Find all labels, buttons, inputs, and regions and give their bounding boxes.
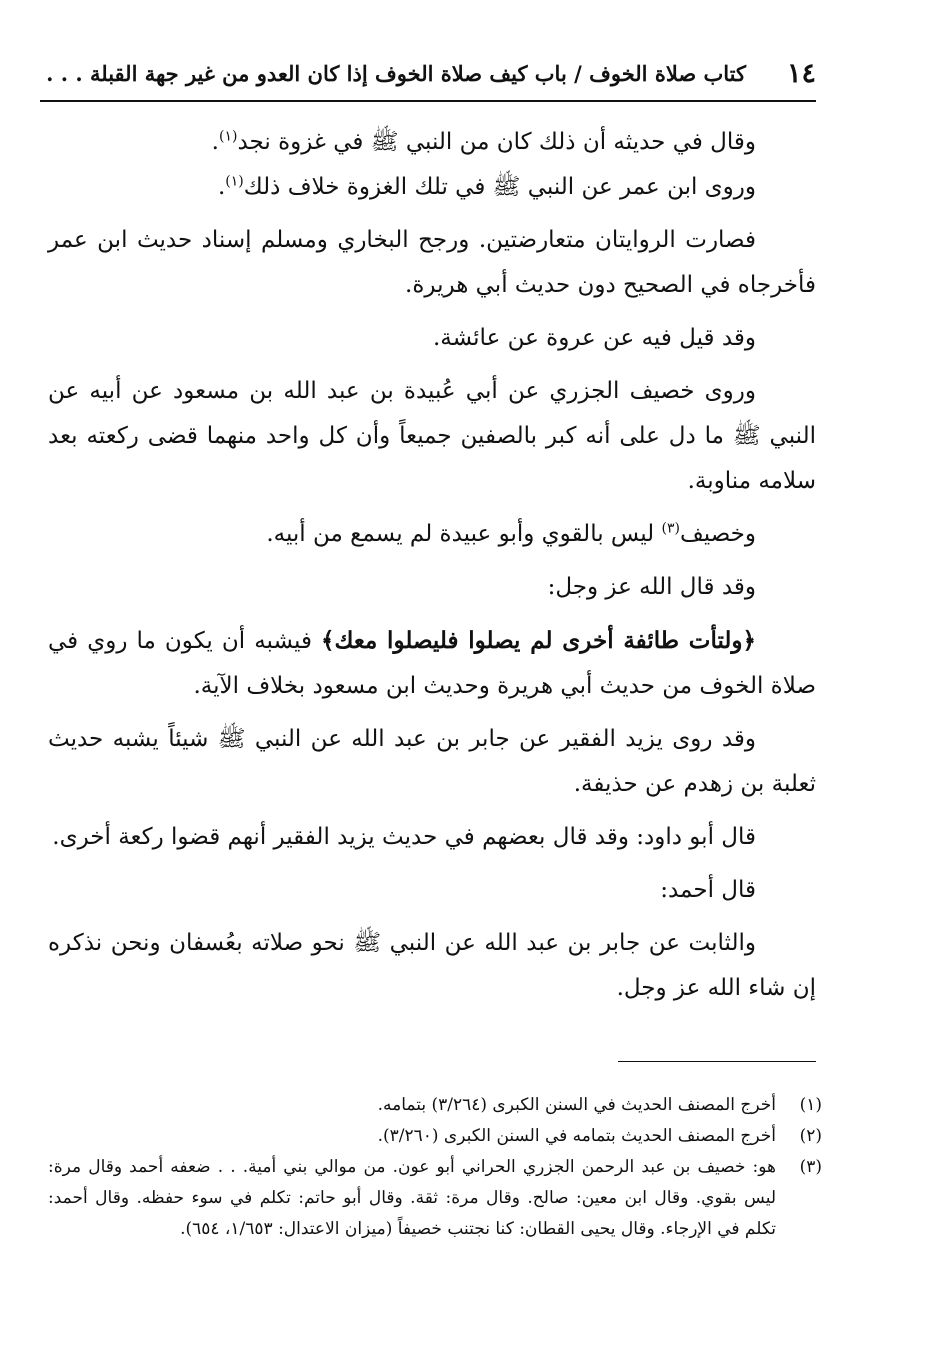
footnotes [48,1090,822,1245]
paragraph: والثابت عن جابر بن عبد الله عن النبي ﷺ نحو صلاته بعُسفان ونحن نذكره إن شاء الله عز وجل. [48,930,816,1001]
paragraph-text: وخصيف [679,521,756,547]
footnote [48,1121,822,1152]
paragraph-text: ليس بالقوي وأبو عبيدة لم يسمع من أبيه. [266,521,662,547]
footnote-text: أخرج المصنف الحديث بتمامه في السنن الكبرى (٣/٢٦٠). [377,1126,776,1146]
footnote-ref: (١) [218,128,238,145]
footnote-ref: (١) [225,173,244,190]
footnote-ref: (٣) [661,520,680,537]
paragraph: قال أبو داود: وقد قال بعضهم في حديث يزيد الفقير أنهم قضوا ركعة أخرى. [52,824,756,850]
quran-verse: ﴿ولتأت طائفة أخرى لم يصلوا فليصلوا معك﴾ [321,627,756,654]
paragraph-text: . [217,174,226,200]
paragraph-text: فيشبه أن يكون ما روي في صلاة الخوف من حديث أبي هريرة وحديث ابن مسعود بخلاف الآية. [48,628,816,699]
running-title: كتاب صلاة الخوف / باب كيف صلاة الخوف إذا كان العدو من غير جهة القبلة . . . [46,61,746,86]
paragraph: قال أحمد: [660,877,756,903]
footnote-text: أخرج المصنف الحديث في السنن الكبرى (٣/٢٦٤) بتمامه. [377,1095,776,1115]
paragraph [48,165,816,210]
paragraph: وقد قال الله عز وجل: [547,574,756,600]
paragraph: فصارت الروايتان متعارضتين. ورجح البخاري ومسلم إسناد حديث ابن عمر فأخرجاه في الصحيح دون حديث أبي هريرة. [48,227,816,298]
paragraph [48,618,816,709]
footnote-number: (١) [799,1095,822,1115]
footnote [48,1090,822,1121]
paragraph [48,120,816,165]
main-text [48,120,816,1019]
paragraph-text: . [211,129,219,155]
footnote-divider [618,1061,816,1062]
footnote-number: (٣) [799,1157,822,1177]
paragraph: وقد قيل فيه عن عروة عن عائشة. [433,325,756,351]
paragraph-text: وقال في حديثه أن ذلك كان من النبي ﷺ في غزوة نجد [237,129,756,155]
paragraph-text: وروى ابن عمر عن النبي ﷺ في تلك الغزوة خلاف ذلك [243,174,756,200]
footnote [48,1152,822,1245]
footnote-number: (٢) [799,1126,822,1146]
paragraph: وروى خصيف الجزري عن أبي عُبيدة بن عبد الله بن مسعود عن أبيه عن النبي ﷺ ما دل على أنه كبر بالصفين جميعاً وأن كل واحد منهما قضى ركعته بعد سلامه مناوبة. [48,378,816,494]
paragraph [48,512,816,557]
page-header [40,56,816,102]
page-number: ١٤ [786,58,816,89]
footnote-text: هو: خصيف بن عبد الرحمن الجزري الحراني أبو عون. من موالي بني أمية. . . ضعفه أحمد وقال مرة: ليس بقوي. وقال ابن معين: صالح. وقال مرة: ثقة. وقال أبو حاتم: تكلم في سوء حفظه. وقال أحمد: تكلم في الإرجاء. وقال يحيى القطان: كنا نجتنب خصيفاً (ميزان الاعتدال: ١/٦٥٣، ٦٥٤). [48,1157,776,1239]
paragraph: وقد روى يزيد الفقير عن جابر بن عبد الله عن النبي ﷺ شيئاً يشبه حديث ثعلبة بن زهدم عن حذيفة. [48,726,816,797]
